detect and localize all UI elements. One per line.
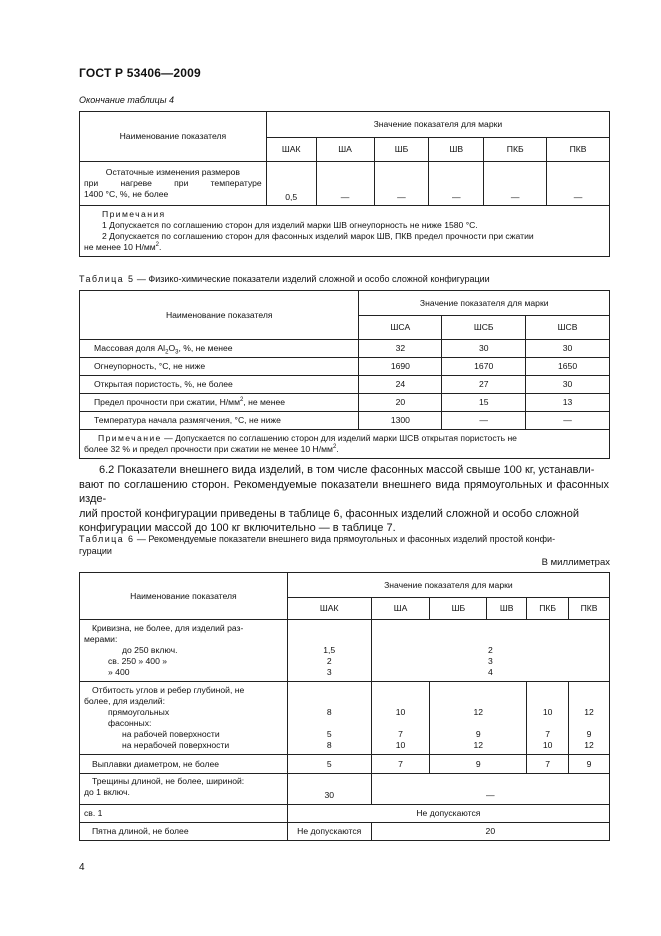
table5-row-name: Огнеупорность, °С, не ниже [80, 358, 359, 376]
name-word: температуре [210, 178, 262, 188]
table5-grade: ШСВ [526, 316, 610, 340]
name-word: при [84, 178, 99, 188]
name-part: , не менее [243, 397, 286, 407]
table5-value: 1650 [526, 358, 610, 376]
table5-value: 1300 [359, 412, 442, 430]
table4-value: — [429, 162, 484, 206]
table6-chipping-pkv [569, 682, 610, 755]
table6-caption-text-2: гурации [79, 546, 112, 556]
table6-spots-shak: Не допускаются [287, 823, 371, 841]
table6-value: 9 [430, 755, 527, 774]
value: 1,5 [323, 645, 336, 655]
name-line: Отбитость углов и ребер глубиной, не [92, 685, 245, 695]
name-part: O [168, 343, 176, 353]
table5-value: 32 [359, 340, 442, 358]
table6-crack-over-value: Не допускаются [287, 805, 609, 823]
table4-head-name: Наименование показателя [80, 112, 267, 162]
table5-head-value: Значение показателя для марки [359, 291, 610, 316]
value: 7 [545, 729, 550, 739]
table4-notes [80, 206, 610, 257]
table6-crack-over-name: св. 1 [80, 805, 288, 823]
table4-head-value: Значение показателя для марки [266, 112, 609, 138]
name-line: фасонных: [108, 718, 152, 728]
table4-grade: ШБ [374, 138, 429, 162]
value: 12 [473, 740, 484, 750]
table5-caption [79, 273, 490, 285]
table6-curvature-name [80, 620, 288, 682]
table6-grade: ШВ [487, 598, 527, 620]
note-2-sup: 2 [155, 242, 159, 249]
table5-value: 15 [442, 394, 526, 412]
table4-value: — [484, 162, 547, 206]
subscript: 2 [165, 349, 169, 356]
note-sup: 2 [332, 444, 337, 451]
name-line: мерами: [84, 634, 118, 644]
table6-value: 7 [371, 755, 430, 774]
table6 [79, 572, 610, 841]
value: 12 [584, 707, 594, 717]
value: 10 [542, 707, 553, 717]
value: 9 [475, 729, 481, 739]
table5-row-name [80, 394, 359, 412]
note-text-2: более 32 % и предел прочности при сжатии не менее 10 Н/мм [84, 444, 333, 454]
table5-value: 30 [526, 340, 610, 358]
table4-grade: ШАК [266, 138, 316, 162]
table4-grade: ПКВ [547, 138, 610, 162]
value: 12 [584, 740, 594, 750]
table5 [79, 290, 610, 459]
note-2: 2 Допускается по соглашению сторон для фасонных изделий марок ШВ, ПКВ предел прочности при сжатии [102, 231, 534, 241]
table5-value: 27 [442, 376, 526, 394]
value: 7 [398, 729, 403, 739]
table5-value: 13 [526, 394, 610, 412]
name-line: до 1 включ. [84, 787, 130, 797]
paragraph-line: 6.2 Показатели внешнего вида изделий, в том числе фасонных массой свыше 100 кг, устанавли- [99, 464, 595, 476]
name-word: при [174, 178, 189, 188]
table5-value: 20 [359, 394, 442, 412]
table6-units: В миллиметрах [541, 557, 610, 568]
value: 2 [326, 656, 332, 666]
table5-value: 30 [526, 376, 610, 394]
name-part: Массовая доля Al [94, 343, 166, 353]
table4-grade: ША [316, 138, 374, 162]
table5-value: — [442, 412, 526, 430]
table6-caption-text: — Рекомендуемые показатели внешнего вида прямоугольных и фасонных изделий простой конфи- [134, 534, 556, 544]
table6-grade: ШБ [430, 598, 487, 620]
table6-crack-rest: — [371, 774, 609, 805]
value: 8 [326, 740, 332, 750]
table5-grade: ШСА [359, 316, 442, 340]
name-line: на рабочей поверхности [122, 729, 220, 739]
table4-value: — [547, 162, 610, 206]
value: 3 [487, 656, 493, 666]
name-line: » 400 [108, 667, 130, 677]
name-line: Остаточные изменения размеров [105, 167, 240, 177]
table5-caption-label: Таблица 5 [79, 274, 135, 284]
value: 4 [487, 667, 493, 677]
table4-value: — [316, 162, 374, 206]
name-line: более, для изделий: [84, 696, 165, 706]
table4-value: 0,5 [266, 162, 316, 206]
name-line: Трещины длиной, не более, шириной: [92, 776, 245, 786]
table4-row-name [80, 162, 267, 206]
name-part: , %, не менее [178, 343, 233, 353]
note-2-text: не менее 10 Н/мм [84, 242, 156, 252]
page-number: 4 [79, 862, 85, 873]
table4-grade: ШВ [429, 138, 484, 162]
value: 10 [395, 707, 406, 717]
note-label: Примечание [98, 433, 162, 443]
name-word: нагреве [120, 178, 152, 188]
table6-grade: ША [371, 598, 430, 620]
note-end: . [336, 444, 339, 454]
table4-value: — [374, 162, 429, 206]
table4-grade: ПКБ [484, 138, 547, 162]
table5-row-name: Открытая пористость, %, не более [80, 376, 359, 394]
name-line: на нерабочей поверхности [122, 740, 230, 750]
value: 9 [586, 729, 592, 739]
name-line: прямоугольных [108, 707, 170, 717]
table6-grade: ПКБ [527, 598, 569, 620]
table6-chipping-pkb [527, 682, 569, 755]
value: 2 [487, 645, 493, 655]
table5-row-name [80, 340, 359, 358]
table5-caption-text: — Физико-химические показатели изделий сложной и особо сложной конфигурации [134, 274, 490, 284]
superscript: 2 [239, 397, 244, 404]
value: 12 [473, 707, 484, 717]
value: 5 [326, 729, 332, 739]
document-title: ГОСТ Р 53406—2009 [79, 66, 201, 80]
table5-row-name: Температура начала размягчения, °С, не ниже [80, 412, 359, 430]
table6-head-name: Наименование показателя [80, 573, 288, 620]
value: 10 [542, 740, 553, 750]
table4 [79, 111, 610, 257]
table6-spots-name: Пятна длиной, не более [80, 823, 288, 841]
table6-crack-shak: 30 [287, 774, 371, 805]
table6-chipping-sha [371, 682, 430, 755]
table6-value: 5 [287, 755, 371, 774]
table6-melt-name: Выплавки диаметром, не более [80, 755, 288, 774]
name-line: Кривизна, не более, для изделий раз- [92, 623, 244, 633]
table4-caption: Окончание таблицы 4 [79, 95, 174, 105]
paragraph-line: конфигурации массой до 100 кг включительно — в таблице 7. [79, 522, 396, 534]
note-text: — Допускается по соглашению сторон для изделий марки ШСВ открытая пористость не [161, 433, 517, 443]
table6-grade: ПКВ [569, 598, 610, 620]
note-2-cont [84, 242, 605, 253]
table5-note [80, 430, 610, 459]
name-line: до 250 включ. [122, 645, 178, 655]
table6-chipping-name [80, 682, 288, 755]
table6-spots-rest: 20 [371, 823, 609, 841]
name-part: Предел прочности при сжатии, Н/мм [94, 397, 240, 407]
table6-grade: ШАК [287, 598, 371, 620]
value: 8 [326, 707, 332, 717]
table5-head-name: Наименование показателя [80, 291, 359, 340]
table6-head-value: Значение показателя для марки [287, 573, 609, 598]
table5-value: 30 [442, 340, 526, 358]
table6-caption-label: Таблица 6 [79, 534, 135, 544]
table6-value: 7 [527, 755, 569, 774]
table5-value: 1670 [442, 358, 526, 376]
note-1: 1 Допускается по соглашению сторон для изделий марки ШВ огнеупорность не ниже 1580 °С. [102, 220, 478, 230]
table6-caption [79, 533, 610, 557]
value: 3 [326, 667, 332, 677]
paragraph-line: вают по соглашению сторон. Рекомендуемые показатели внешнего вида прямоугольных и фасонных изде- [79, 478, 609, 505]
subscript: 3 [175, 349, 179, 356]
table6-value: 9 [569, 755, 610, 774]
table6-curvature-rest [371, 620, 609, 682]
table5-value: — [526, 412, 610, 430]
table5-value: 1690 [359, 358, 442, 376]
name-line: св. 250 » 400 » [108, 656, 168, 666]
table5-value: 24 [359, 376, 442, 394]
notes-title: Примечания [102, 209, 166, 219]
note-2-end: . [159, 242, 162, 252]
table6-crack-name [80, 774, 288, 805]
value: 10 [395, 740, 406, 750]
table5-grade: ШСБ [442, 316, 526, 340]
table6-curvature-shak [287, 620, 371, 682]
paragraph-line: лий простой конфигурации приведены в таблице 6, фасонных изделий сложной и особо сложной [79, 507, 580, 520]
table6-chipping-shak [287, 682, 371, 755]
table6-chipping-shb-shv [430, 682, 527, 755]
paragraph-6-2 [79, 463, 609, 536]
name-line: 1400 °С, %, не более [84, 189, 169, 199]
